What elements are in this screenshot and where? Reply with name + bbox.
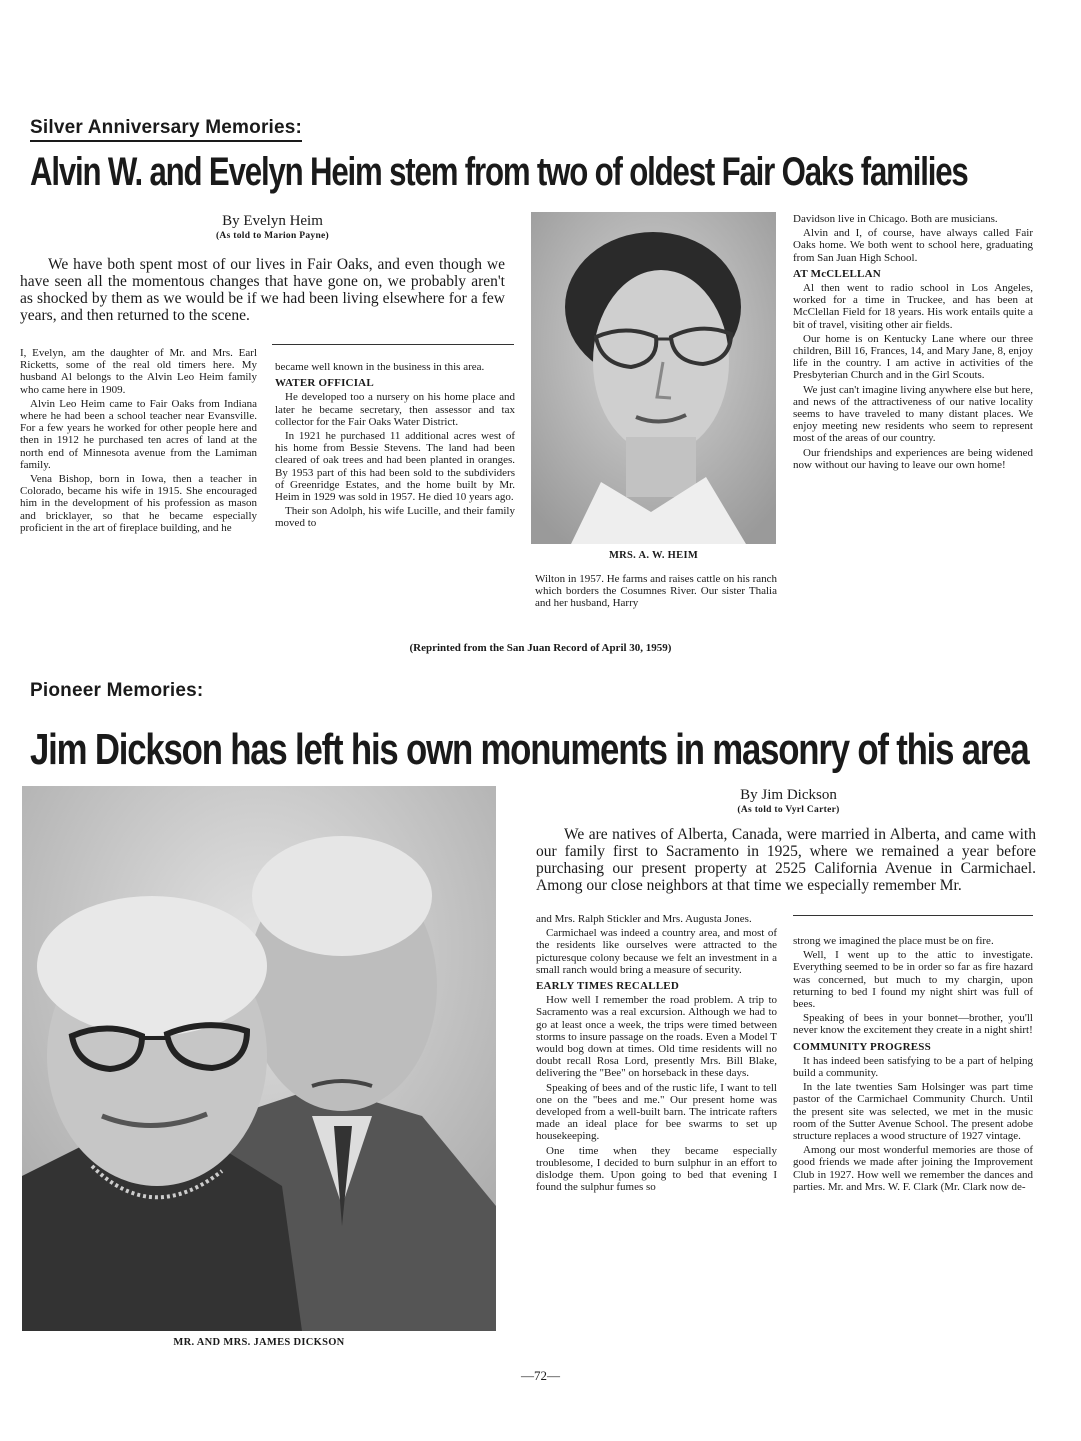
subhead-community-progress: COMMUNITY PROGRESS	[793, 1040, 931, 1053]
heim-column-3: Wilton in 1957. He farms and raises cattle on his ranch which borders the Cosumnes River. Our sister Thalia and her husband, Harry	[535, 573, 777, 610]
caption-dickson: MR. AND MRS. JAMES DICKSON	[173, 1337, 345, 1348]
photo-dickson-drawing	[22, 786, 496, 1331]
lede-heim: We have both spent most of our lives in Fair Oaks, and even though we have seen all the momentous changes that have gone on, we probably aren't as shocked by them as we would be if we had been living elsewhere for a few years, and then returned to the scene.	[20, 256, 505, 324]
dickson-column-2: strong we imagined the place must be on fire. Well, I went up to the attic to investigate. Everything seemed to be in order so far as fire hazard was concerned, but much to my chargin, upon returning to bed I found my night shirt was full of bees. Speaking of bees in your bonnet—brother, you'll never know the excitement they create in a night shirt! COMMUNITY PROGRESS It has indeed been satisfying to be a part of helping build a community. In the late twenties Sam Holsinger was part time pastor of the Carmichael Community Church. Until the present site was selected, we met in the music room of the Sutter Avenue School. The present adobe structure replaces a wood structure of 1927 vintage. Among our most wonderful memories are those of good friends we made after joining the Improvement Club in 1927. How well we remember the dances and parties. Mr. and Mrs. W. F. Clark (Mr. Clark now de-	[793, 935, 1033, 1193]
heim-column-4: Davidson live in Chicago. Both are musicians. Alvin and I, of course, have always called Fair Oaks home. We both went to school here, graduating from San Juan High School. AT McCLELLAN Al then went to radio school in Los Angeles, worked for a time in Truckee, and has been at McClellan Field for 18 years. His work entails quite a bit of travel, visiting other air fields. Our home is on Kentucky Lane where our three children, Bill 16, Frances, 14, and Mary Jane, 8, enjoy life in the country. I am active in activities of the Presbyterian Church and in the Girl Scouts. We just can't imagine living anywhere else but here, and news of the attractiveness of our native locality seems to have traveled to many distant places. We enjoy meeting new residents who seem to represent most of the areas of our country. Our friendships and experiences are being widened now without our having to leave our own home!	[793, 213, 1033, 471]
photo-mr-mrs-dickson	[22, 786, 496, 1331]
kicker-pioneer-memories: Pioneer Memories:	[30, 680, 204, 701]
headline-dickson: Jim Dickson has left his own monuments in masonry of this area	[30, 725, 1029, 774]
heim-column-1: I, Evelyn, am the daughter of Mr. and Mrs. Earl Ricketts, some of the real old timers here. My husband Al belongs to the Alvin Leo Heim family who came here in 1909. Alvin Leo Heim came to Fair Oaks from Indiana where he had been a school teacher near Evansville. For a few years he worked for other people here and then in 1912 he purchased ten acres of land at the north end of Minnesota avenue from the Lamiman family. Vena Bishop, born in Iowa, then a teacher in Colorado, became his wife in 1915. She encouraged him in the development of his profession as mason and bricklayer, so that he became especially proficient in the art of fireplace building, and he	[20, 347, 257, 534]
reprint-credit: (Reprinted from the San Juan Record of April 30, 1959)	[409, 642, 672, 654]
heim-column-2: became well known in the business in this area. WATER OFFICIAL He developed too a nursery on his home place and later he became secretary, then assessor and tax collector for the Fair Oaks Water District. In 1921 he purchased 11 additional acres west of his home from Bessie Stevens. The land had been cleared of oak trees and had been planted in oranges. By 1953 part of this had been sold to the subdividers of Greenridge Estates, and the home built by Mr. Heim in 1929 was sold in 1957. He died 10 years ago. Their son Adolph, his wife Lucille, and their family moved to	[275, 361, 515, 530]
byline-as-told: (As told to Marion Payne)	[215, 231, 330, 241]
byline-author-dickson: By Jim Dickson	[740, 787, 837, 803]
byline-as-told-dickson: (As told to Vyrl Carter)	[737, 805, 840, 815]
subhead-water-official: WATER OFFICIAL	[275, 377, 374, 390]
byline-dickson	[536, 787, 1041, 815]
page-number: —72—	[521, 1368, 560, 1383]
byline-author: By Evelyn Heim	[222, 213, 323, 229]
headline-heim: Alvin W. and Evelyn Heim stem from two of oldest Fair Oaks families	[30, 150, 968, 194]
subhead-early-times: EARLY TIMES RECALLED	[536, 980, 679, 993]
portrait-mrs-heim	[531, 212, 776, 544]
lede-rule	[272, 344, 514, 345]
lede-rule-dickson	[793, 915, 1033, 916]
lede-dickson: We are natives of Alberta, Canada, were married in Alberta, and came with our family first to Sacramento in 1925, where we remained a year before purchasing our present property at 2525 California Avenue in Carmichael. Among our close neighbors at that time we especially remember Mr.	[536, 826, 1036, 894]
portrait-mrs-heim-drawing	[531, 212, 776, 544]
caption-mrs-heim: MRS. A. W. HEIM	[608, 550, 699, 561]
subhead-at-mcclellan: AT McCLELLAN	[793, 267, 881, 280]
kicker-silver-anniversary: Silver Anniversary Memories:	[30, 117, 302, 142]
byline-heim	[30, 213, 515, 241]
dickson-column-1: and Mrs. Ralph Stickler and Mrs. Augusta Jones. Carmichael was indeed a country area, and most of the residents like ourselves were attracted to the picturesque colony because we felt an investment in a small ranch would bring a measure of security. EARLY TIMES RECALLED How well I remember the road problem. A trip to Sacramento was a real excursion. Although we had to go at least once a week, the trips were timed between storms to insure passage on the roads. Even a Model T would bog down at times. Old time residents will no doubt recall Rosa Lord, presently Mrs. Bill Blake, delivering the "Bee" on horseback in these days. Speaking of bees and of the rustic life, I want to tell one on the "bees and me." Our present home was developed from a well-built barn. The intricate rafters made an ideal place for bee swarms to set up housekeeping. One time when they became especially troublesome, I decided to burn sulphur in an effort to dislodge them. Upon going to bed that evening I found the sulphur fumes so	[536, 913, 777, 1194]
